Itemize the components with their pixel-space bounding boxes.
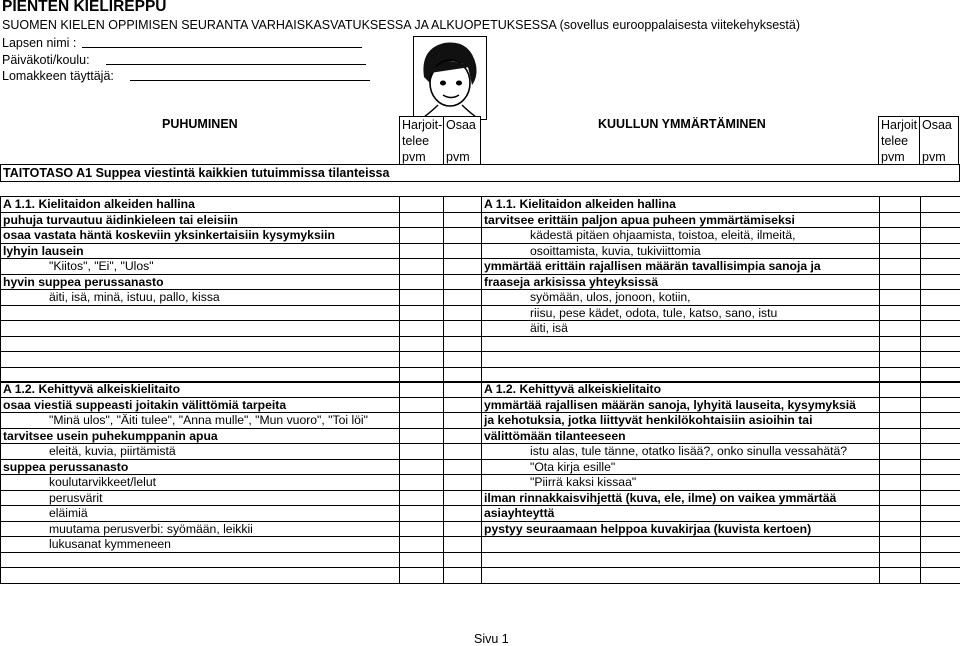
practices-date-cell[interactable] — [880, 197, 921, 213]
listening-criterion: "Ota kirja esille" — [482, 459, 880, 475]
practices-date-cell[interactable] — [400, 321, 444, 337]
speaking-criterion — [1, 321, 400, 337]
can-date-cell[interactable] — [921, 212, 960, 228]
table-row — [1, 552, 960, 568]
speaking-criterion: lyhyin lausein — [1, 243, 400, 259]
can-date-cell[interactable] — [921, 243, 960, 259]
table-row — [1, 352, 960, 368]
speaking-criterion — [1, 568, 400, 584]
can-date-cell[interactable] — [921, 413, 960, 429]
table-row — [1, 228, 960, 244]
kindergarten-line[interactable] — [106, 64, 366, 65]
speaking-criterion: eleitä, kuvia, piirtämistä — [1, 444, 400, 460]
can-date-header-right — [919, 116, 959, 165]
practices-date-cell[interactable] — [400, 537, 444, 553]
header-line: Osaa — [446, 118, 476, 132]
practices-date-cell[interactable] — [400, 197, 444, 213]
section-title-right: A 1.2. Kehittyvä alkeiskielitaito — [482, 382, 880, 398]
can-date-cell[interactable] — [444, 212, 482, 228]
can-date-cell[interactable] — [921, 552, 960, 568]
practices-date-cell[interactable] — [880, 475, 921, 491]
speaking-criterion: muutama perusverbi: syömään, leikkii — [1, 521, 400, 537]
can-date-cell[interactable] — [444, 475, 482, 491]
header-line: pvm — [446, 150, 470, 164]
table-row — [1, 413, 960, 429]
table-row — [1, 321, 960, 337]
practices-date-cell[interactable] — [400, 490, 444, 506]
table-row — [1, 428, 960, 444]
practices-date-cell[interactable] — [400, 444, 444, 460]
can-date-cell[interactable] — [444, 459, 482, 475]
practices-date-cell[interactable] — [400, 552, 444, 568]
speaking-criterion — [1, 352, 400, 368]
child-avatar-image — [413, 36, 487, 120]
speaking-criterion: äiti, isä, minä, istuu, pallo, kissa — [1, 290, 400, 306]
practices-date-cell[interactable] — [400, 413, 444, 429]
practices-date-cell[interactable] — [400, 475, 444, 491]
document-title: PIENTEN KIELIREPPU — [2, 0, 167, 15]
can-date-cell[interactable] — [921, 259, 960, 275]
can-date-cell[interactable] — [444, 197, 482, 213]
practices-date-cell[interactable] — [880, 506, 921, 522]
header-line — [446, 133, 480, 149]
listening-criterion — [482, 537, 880, 553]
section-a11-table — [0, 196, 960, 383]
speaking-heading: PUHUMINEN — [162, 117, 238, 131]
practices-date-cell[interactable] — [400, 521, 444, 537]
practices-date-cell[interactable] — [400, 212, 444, 228]
listening-criterion: tarvitsee erittäin paljon apua puheen ymmärtämiseksi — [482, 212, 880, 228]
subtitle-note: (sovellus eurooppalaisesta viitekehyksestä) — [556, 18, 800, 32]
practices-date-cell[interactable] — [880, 382, 921, 398]
can-date-cell[interactable] — [921, 428, 960, 444]
section-title-left: A 1.1. Kielitaidon alkeiden hallina — [1, 197, 400, 213]
child-name-label: Lapsen nimi : — [2, 36, 77, 50]
listening-criterion — [482, 568, 880, 584]
table-row — [1, 521, 960, 537]
table-row — [1, 243, 960, 259]
practices-date-cell[interactable] — [880, 259, 921, 275]
child-face-icon — [414, 37, 486, 119]
can-date-cell[interactable] — [921, 475, 960, 491]
speaking-criterion: koulutarvikkeet/lelut — [1, 475, 400, 491]
table-row — [1, 506, 960, 522]
speaking-criterion: "Minä ulos", "Äiti tulee", "Anna mulle", "Mun vuoro", "Toi löi" — [1, 413, 400, 429]
practices-date-cell[interactable] — [880, 428, 921, 444]
kindergarten-label: Päiväkoti/koulu: — [2, 53, 90, 67]
can-date-cell[interactable] — [921, 506, 960, 522]
can-date-cell[interactable] — [921, 290, 960, 306]
table-row — [1, 568, 960, 584]
section-title-right: A 1.1. Kielitaidon alkeiden hallina — [482, 197, 880, 213]
can-date-cell[interactable] — [444, 506, 482, 522]
can-date-cell[interactable] — [921, 352, 960, 368]
skill-level-row — [0, 164, 960, 182]
practices-date-cell[interactable] — [400, 259, 444, 275]
filler-line[interactable] — [130, 80, 370, 81]
header-line: Harjoit — [881, 118, 918, 132]
table-row — [1, 305, 960, 321]
practices-date-header — [399, 116, 444, 165]
table-row — [1, 290, 960, 306]
practices-date-cell[interactable] — [400, 382, 444, 398]
section-title-left: A 1.2. Kehittyvä alkeiskielitaito — [1, 382, 400, 398]
practices-date-cell[interactable] — [400, 228, 444, 244]
can-date-cell[interactable] — [444, 382, 482, 398]
can-date-cell[interactable] — [921, 568, 960, 584]
can-date-cell[interactable] — [444, 228, 482, 244]
section-title-row — [1, 382, 960, 398]
can-date-cell[interactable] — [921, 336, 960, 352]
child-name-line[interactable] — [82, 47, 362, 48]
speaking-criterion: hyvin suppea perussanasto — [1, 274, 400, 290]
listening-criterion — [482, 552, 880, 568]
can-date-cell[interactable] — [444, 428, 482, 444]
can-date-cell[interactable] — [444, 537, 482, 553]
listening-criterion — [482, 336, 880, 352]
header-line — [922, 133, 958, 149]
speaking-criterion: suppea perussanasto — [1, 459, 400, 475]
document-subtitle — [2, 18, 800, 32]
page-number: Sivu 1 — [474, 632, 509, 646]
header-line: pvm — [881, 150, 905, 164]
speaking-criterion — [1, 552, 400, 568]
speaking-criterion: tarvitsee usein puhekumppanin apua — [1, 428, 400, 444]
practices-date-cell[interactable] — [880, 397, 921, 413]
can-date-cell[interactable] — [444, 444, 482, 460]
table-row — [1, 444, 960, 460]
table-row — [1, 397, 960, 413]
can-date-header — [443, 116, 481, 165]
practices-date-cell[interactable] — [400, 459, 444, 475]
can-date-cell[interactable] — [444, 552, 482, 568]
section-title-row — [1, 197, 960, 213]
can-date-cell[interactable] — [444, 397, 482, 413]
can-date-cell[interactable] — [921, 321, 960, 337]
can-date-cell[interactable] — [444, 259, 482, 275]
practices-date-cell[interactable] — [880, 274, 921, 290]
listening-criterion: riisu, pese kädet, odota, tule, katso, sano, istu — [482, 305, 880, 321]
practices-date-cell[interactable] — [400, 568, 444, 584]
speaking-criterion — [1, 336, 400, 352]
listening-criterion: ymmärtää erittäin rajallisen määrän tavallisimpia sanoja ja — [482, 259, 880, 275]
table-row — [1, 336, 960, 352]
subtitle-main: SUOMEN KIELEN OPPIMISEN SEURANTA VARHAISKASVATUKSESSA JA ALKUOPETUKSESSA — [2, 18, 557, 32]
practices-date-cell[interactable] — [880, 444, 921, 460]
listening-criterion: istu alas, tule tänne, otatko lisää?, onko sinulla vessahätä? — [482, 444, 880, 460]
can-date-cell[interactable] — [921, 305, 960, 321]
practices-date-cell[interactable] — [400, 305, 444, 321]
listening-criterion: osoittamista, kuvia, tukiviittomia — [482, 243, 880, 259]
listening-criterion: ja kehotuksia, jotka liittyvät henkilökohtaisiin asioihin tai — [482, 413, 880, 429]
practices-date-cell[interactable] — [880, 568, 921, 584]
practices-date-cell[interactable] — [880, 413, 921, 429]
listening-criterion: ymmärtää rajallisen määrän sanoja, lyhyitä lauseita, kysymyksiä — [482, 397, 880, 413]
table-row — [1, 537, 960, 553]
practices-date-cell[interactable] — [880, 459, 921, 475]
speaking-criterion: perusvärit — [1, 490, 400, 506]
listening-criterion: kädestä pitäen ohjaamista, toistoa, eleitä, ilmeitä, — [482, 228, 880, 244]
can-date-cell[interactable] — [921, 521, 960, 537]
practices-date-cell[interactable] — [400, 397, 444, 413]
speaking-criterion: eläimiä — [1, 506, 400, 522]
header-line: pvm — [402, 150, 426, 164]
can-date-cell[interactable] — [444, 352, 482, 368]
listening-criterion: välittömään tilanteeseen — [482, 428, 880, 444]
can-date-cell[interactable] — [921, 274, 960, 290]
practices-date-cell[interactable] — [880, 305, 921, 321]
speaking-criterion — [1, 305, 400, 321]
practices-date-cell[interactable] — [880, 321, 921, 337]
can-date-cell[interactable] — [921, 537, 960, 553]
table-row — [1, 259, 960, 275]
can-date-cell[interactable] — [921, 397, 960, 413]
practices-date-cell[interactable] — [880, 552, 921, 568]
practices-date-cell[interactable] — [880, 490, 921, 506]
practices-date-cell[interactable] — [880, 290, 921, 306]
practices-date-cell[interactable] — [880, 212, 921, 228]
can-date-cell[interactable] — [921, 459, 960, 475]
header-line: telee — [881, 134, 909, 148]
skill-level-label: TAITOTASO A1 Suppea viestintä kaikkien tutuimmissa tilanteissa — [3, 166, 390, 180]
practices-date-cell[interactable] — [400, 243, 444, 259]
filler-label: Lomakkeen täyttäjä: — [2, 69, 114, 83]
practices-date-cell[interactable] — [400, 336, 444, 352]
practices-date-cell[interactable] — [880, 336, 921, 352]
listening-criterion: asiayhteyttä — [482, 506, 880, 522]
practices-date-cell[interactable] — [400, 506, 444, 522]
listening-heading: KUULLUN YMMÄRTÄMINEN — [598, 117, 766, 131]
practices-date-cell[interactable] — [880, 537, 921, 553]
can-date-cell[interactable] — [444, 305, 482, 321]
practices-date-cell[interactable] — [880, 228, 921, 244]
can-date-cell[interactable] — [444, 274, 482, 290]
speaking-criterion: puhuja turvautuu äidinkieleen tai eleisiin — [1, 212, 400, 228]
can-date-cell[interactable] — [921, 444, 960, 460]
can-date-cell[interactable] — [444, 568, 482, 584]
table-row — [1, 274, 960, 290]
practices-date-cell[interactable] — [880, 521, 921, 537]
can-date-cell[interactable] — [444, 290, 482, 306]
listening-criterion: ilman rinnakkaisvihjettä (kuva, ele, ilme) on vaikea ymmärtää — [482, 490, 880, 506]
listening-criterion: pystyy seuraamaan helppoa kuvakirjaa (kuvista kertoen) — [482, 521, 880, 537]
practices-date-header-right — [878, 116, 920, 165]
practices-date-cell[interactable] — [880, 352, 921, 368]
can-date-cell[interactable] — [921, 228, 960, 244]
header-line: pvm — [922, 150, 946, 164]
can-date-cell[interactable] — [444, 521, 482, 537]
can-date-cell[interactable] — [444, 336, 482, 352]
practices-date-cell[interactable] — [400, 352, 444, 368]
listening-criterion: fraaseja arkisissa yhteyksissä — [482, 274, 880, 290]
practices-date-cell[interactable] — [400, 290, 444, 306]
table-row — [1, 475, 960, 491]
can-date-cell[interactable] — [921, 197, 960, 213]
speaking-criterion: lukusanat kymmeneen — [1, 537, 400, 553]
listening-criterion: syömään, ulos, jonoon, kotiin, — [482, 290, 880, 306]
practices-date-cell[interactable] — [880, 243, 921, 259]
speaking-criterion: osaa viestiä suppeasti joitakin välittömiä tarpeita — [1, 397, 400, 413]
header-line: Harjoit- — [402, 118, 443, 132]
listening-criterion: äiti, isä — [482, 321, 880, 337]
table-row — [1, 459, 960, 475]
header-line: telee — [402, 134, 430, 148]
header-line: Osaa — [922, 118, 952, 132]
listening-criterion: "Piirrä kaksi kissaa" — [482, 475, 880, 491]
listening-criterion — [482, 352, 880, 368]
table-row — [1, 490, 960, 506]
practices-date-cell[interactable] — [400, 274, 444, 290]
table-row — [1, 212, 960, 228]
can-date-cell[interactable] — [444, 490, 482, 506]
practices-date-cell[interactable] — [400, 428, 444, 444]
can-date-cell[interactable] — [444, 413, 482, 429]
can-date-cell[interactable] — [444, 243, 482, 259]
speaking-criterion: "Kiitos", "Ei", "Ulos" — [1, 259, 400, 275]
speaking-criterion: osaa vastata häntä koskeviin yksinkertaisiin kysymyksiin — [1, 228, 400, 244]
can-date-cell[interactable] — [444, 321, 482, 337]
can-date-cell[interactable] — [921, 490, 960, 506]
can-date-cell[interactable] — [921, 382, 960, 398]
section-a12-table — [0, 381, 960, 584]
